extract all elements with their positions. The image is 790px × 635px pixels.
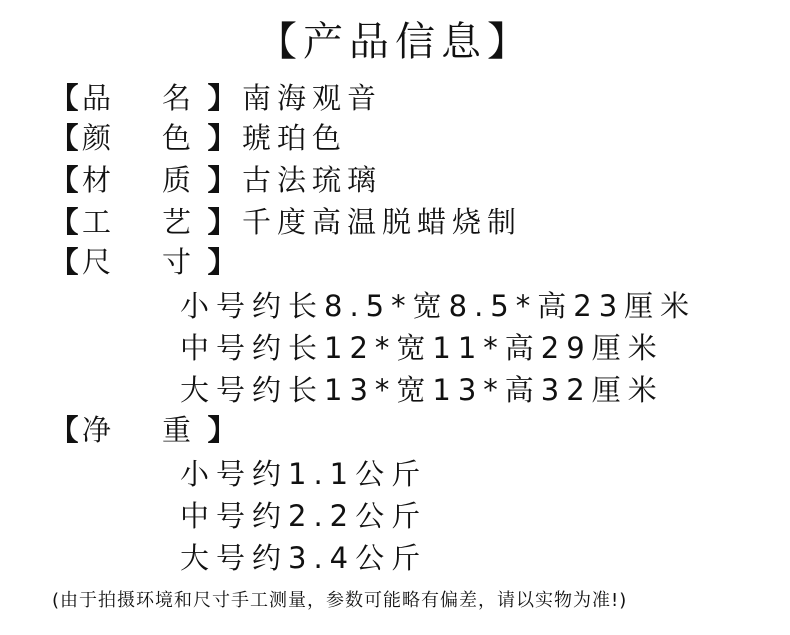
info-row-weight [48, 408, 242, 448]
bracket-close: 】 [207, 120, 237, 155]
bracket-open: 【 [49, 120, 79, 155]
bracket-open: 【 [49, 412, 79, 447]
info-value: 南海观音 [242, 80, 383, 115]
weight-small: 小号约1.1公斤 [180, 457, 428, 491]
bracket-close: 】 [207, 412, 237, 447]
label-char-1: 净 [82, 412, 116, 447]
label-char-2: 寸 [162, 244, 192, 279]
size-small: 小号约长8.5*宽8.5*高23厘米 [180, 289, 697, 323]
page-title: 【产品信息】 [257, 19, 533, 65]
bracket-close: 】 [207, 80, 237, 115]
bracket-close: 】 [207, 204, 237, 239]
bracket-open: 【 [49, 244, 79, 279]
bracket-close: 】 [207, 244, 237, 279]
bracket-open: 【 [49, 162, 79, 197]
size-large: 大号约长13*宽13*高32厘米 [180, 373, 664, 407]
label-char-2: 艺 [162, 204, 192, 239]
bracket-open: 【 [49, 80, 79, 115]
label-char-2: 质 [162, 162, 192, 197]
info-value: 千度高温脱蜡烧制 [242, 204, 523, 239]
label-char-1: 尺 [82, 244, 116, 279]
info-value: 古法琉璃 [242, 162, 383, 197]
label-char-2: 重 [162, 412, 192, 447]
bracket-close: 】 [207, 162, 237, 197]
weight-large: 大号约3.4公斤 [180, 541, 428, 575]
info-row-craft [48, 200, 522, 240]
label-char-1: 颜 [82, 120, 116, 155]
info-row-color [48, 116, 347, 156]
info-row-size [48, 240, 242, 280]
bracket-open: 【 [49, 204, 79, 239]
info-value: 琥珀色 [242, 120, 348, 155]
label-char-1: 工 [82, 204, 116, 239]
label-char-2: 名 [162, 80, 192, 115]
label-char-2: 色 [162, 120, 192, 155]
label-char-1: 材 [82, 162, 116, 197]
disclaimer-note: (由于拍摄环境和尺寸手工测量，参数可能略有偏差，请以实物为准!) [52, 590, 628, 611]
size-medium: 中号约长12*宽11*高29厘米 [180, 331, 664, 365]
weight-medium: 中号约2.2公斤 [180, 499, 428, 533]
info-row-material [48, 158, 382, 198]
info-row-name [48, 76, 382, 116]
label-char-1: 品 [82, 80, 116, 115]
